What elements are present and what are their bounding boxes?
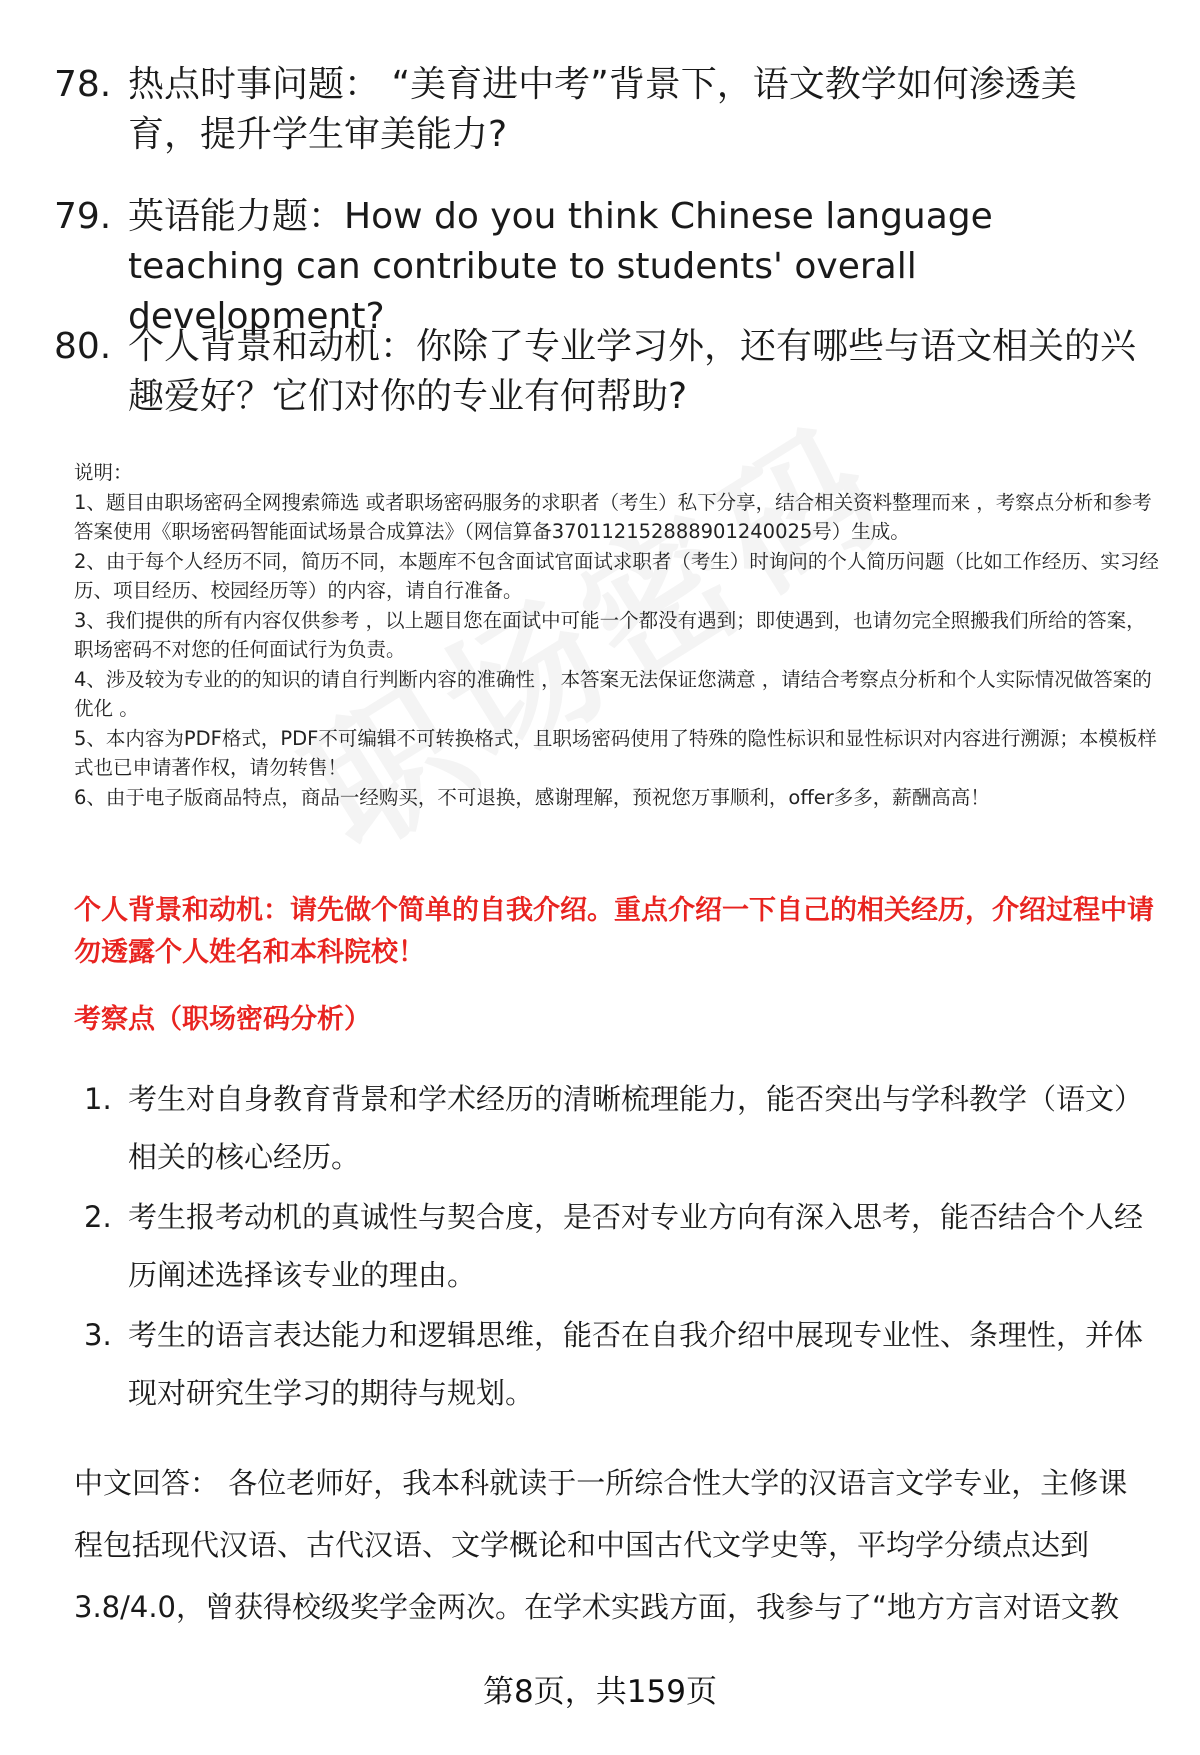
question-text: 热点时事问题： “美育进中考”背景下，语文教学如何渗透美育，提升学生审美能力?: [128, 64, 1077, 155]
point-text: 考生对自身教育背景和学术经历的清晰梳理能力，能否突出与学科教学（语文）相关的核心经历。: [128, 1082, 1144, 1174]
note-item: 5、本内容为PDF格式，PDF不可编辑不可转换格式，且职场密码使用了特殊的隐性标识和显性标识对内容进行溯源；本模板样式也已申请著作权，请勿转售！: [74, 726, 1157, 779]
point-number: 2.: [84, 1200, 112, 1234]
analysis-point: [74, 1188, 1144, 1304]
question-number: 78.: [54, 64, 112, 105]
point-text: 考生的语言表达能力和逻辑思维，能否在自我介绍中展现专业性、条理性，并体现对研究生学习的期待与规划。: [128, 1318, 1144, 1410]
section-question-heading: 个人背景和动机：请先做个简单的自我介绍。重点介绍一下自己的相关经历，介绍过程中请勿透露个人姓名和本科院校！: [74, 895, 1154, 968]
answer-label: 中文回答：: [74, 1466, 220, 1500]
question-78: [54, 60, 1144, 160]
note-item: 2、由于每个人经历不同，简历不同，本题库不包含面试官面试求职者（考生）时询问的个人简历问题（比如工作经历、实习经历、项目经历、校园经历等）的内容，请自行准备。: [74, 549, 1159, 602]
note-item: 6、由于电子版商品特点，商品一经购买，不可退换，感谢理解，预祝您万事顺利，offer多多，薪酬高高！: [74, 785, 990, 809]
chinese-answer: [74, 1452, 1154, 1638]
note-item: 1、题目由职场密码全网搜索筛选 或者职场密码服务的求职者（考生）私下分享，结合相关资料整理而来 ，考察点分析和参考答案使用《职场密码智能面试场景合成算法》（网信算备370112152888901240025号）生成。: [74, 490, 1152, 543]
question-text: 个人背景和动机：你除了专业学习外，还有哪些与语文相关的兴趣爱好？它们对你的专业有何帮助?: [128, 326, 1137, 417]
note-item: 4、涉及较为专业的的知识的请自行判断内容的准确性 ，本答案无法保证您满意 ，请结合考察点分析和个人实际情况做答案的优化 。: [74, 667, 1152, 720]
analysis-points-list: [74, 1070, 1144, 1424]
page-footer: 第8页，共159页: [483, 1674, 717, 1710]
question-79: [54, 192, 1144, 342]
disclaimer-notes: [74, 458, 1159, 812]
analysis-point: [74, 1070, 1144, 1186]
analysis-heading: 考察点（职场密码分析）: [74, 1004, 371, 1035]
point-number: 1.: [84, 1082, 112, 1116]
point-number: 3.: [84, 1318, 112, 1352]
question-text: 英语能力题：How do you think Chinese language teaching can contribute to students' overall development?: [128, 196, 993, 337]
note-item: 3、我们提供的所有内容仅供参考 ，以上题目您在面试中可能一个都没有遇到；即使遇到，也请勿完全照搬我们所给的答案，职场密码不对您的任何面试行为负责。: [74, 608, 1146, 661]
analysis-point: [74, 1306, 1144, 1422]
question-number: 79.: [54, 196, 112, 237]
point-text: 考生报考动机的真诚性与契合度，是否对专业方向有深入思考，能否结合个人经历阐述选择该专业的理由。: [128, 1200, 1144, 1292]
notes-title: 说明：: [74, 461, 133, 484]
question-number: 80.: [54, 326, 112, 367]
question-80: [54, 322, 1144, 422]
answer-text: 各位老师好，我本科就读于一所综合性大学的汉语言文学专业，主修课程包括现代汉语、古代汉语、文学概论和中国古代文学史等，平均学分绩点达到3.8/4.0，曾获得校级奖学金两次。在学术实践方面，我参与了“地方方言对语文教: [74, 1466, 1128, 1624]
